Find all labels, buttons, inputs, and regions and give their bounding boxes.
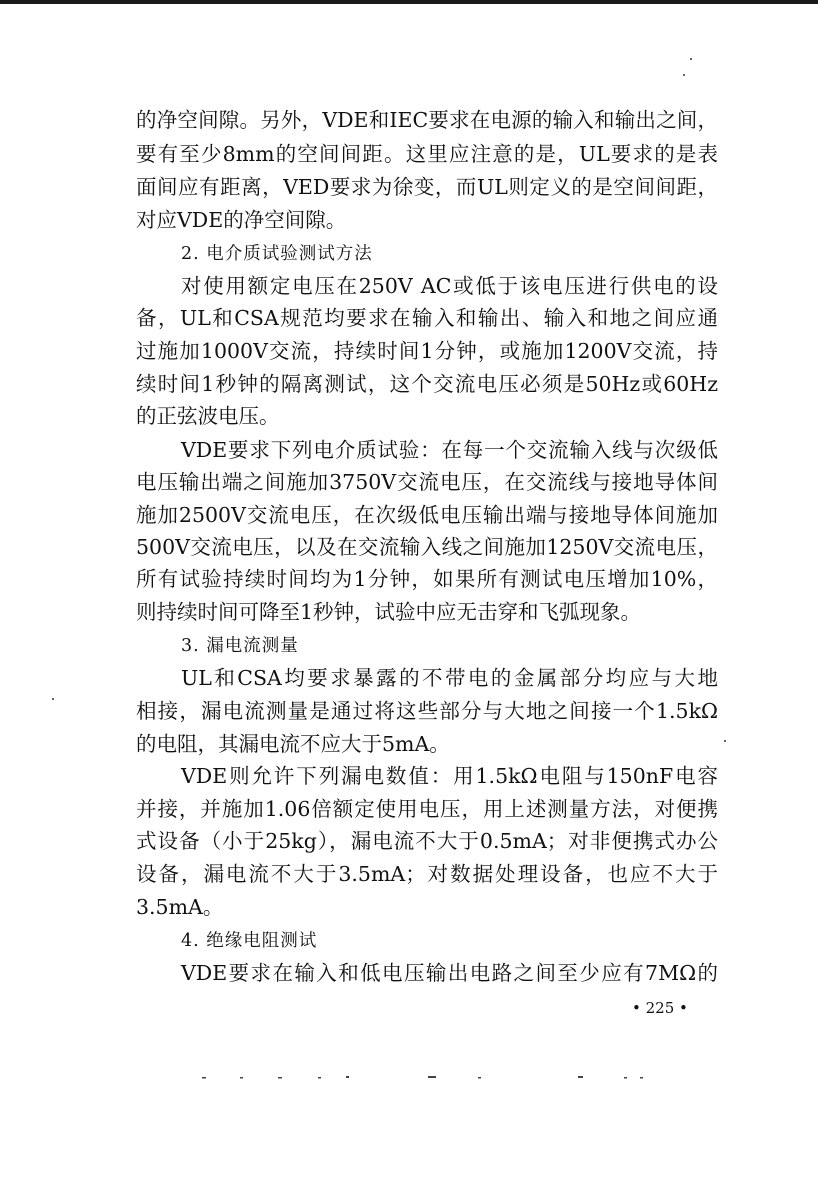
- text-line: VDE要求在输入和低电压输出电路之间至少应有7MΩ的: [181, 961, 718, 985]
- scan-speck: [690, 58, 692, 60]
- text-line: 的正弦波电压。: [136, 404, 280, 428]
- scan-speck: [52, 698, 54, 700]
- text-line: 的净空间隙。另外，VDE和IEC要求在电源的输入和输出之间，: [136, 108, 718, 132]
- text-line: 对使用额定电压在250V AC或低于该电压进行供电的设: [181, 274, 718, 298]
- section-heading: 2. 电介质试验测试方法: [181, 244, 373, 264]
- text-line: 对应VDE的净空间隙。: [136, 208, 347, 232]
- text-line: 式设备（小于25kg），漏电流不大于0.5mA；对非便携式办公: [136, 829, 718, 853]
- text-line: 相接，漏电流测量是通过将这些部分与大地之间接一个1.5kΩ: [136, 699, 718, 723]
- scan-noise: [200, 1072, 660, 1082]
- page-number: • 225 •: [632, 999, 688, 1017]
- text-line: 3.5mA。: [136, 895, 224, 919]
- text-line: 所有试验持续时间均为1分钟，如果所有测试电压增加10%，: [136, 567, 718, 591]
- text-line: 并接，并施加1.06倍额定使用电压，用上述测量方法，对便携: [136, 797, 718, 821]
- top-border: [0, 0, 818, 4]
- scan-speck: [683, 74, 685, 76]
- section-heading: 4. 绝缘电阻测试: [181, 931, 318, 951]
- text-line: 设备，漏电流不大于3.5mA；对数据处理设备，也应不大于: [136, 862, 718, 886]
- text-line: VDE要求下列电介质试验：在每一个交流输入线与次级低: [181, 438, 718, 462]
- section-heading: 3. 漏电流测量: [181, 636, 299, 656]
- text-line: 面间应有距离，VED要求为徐变，而UL则定义的是空间间距，: [136, 175, 718, 199]
- text-line: 备，UL和CSA规范均要求在输入和输出、输入和地之间应通: [136, 306, 718, 330]
- text-line: 电压输出端之间施加3750V交流电压，在交流线与接地导体间: [136, 470, 718, 494]
- scan-speck: [724, 740, 726, 742]
- text-line: 过施加1000V交流，持续时间1分钟，或施加1200V交流，持: [136, 339, 718, 363]
- text-line: VDE则允许下列漏电数值：用1.5kΩ电阻与150nF电容: [181, 764, 718, 788]
- text-line: 的电阻，其漏电流不应大于5mA。: [136, 732, 450, 756]
- text-line: 要有至少8mm的空间间距。这里应注意的是，UL要求的是表: [136, 142, 718, 166]
- text-line: 则持续时间可降至1秒钟，试验中应无击穿和飞弧现象。: [136, 600, 642, 624]
- text-line: 续时间1秒钟的隔离测试，这个交流电压必须是50Hz或60Hz: [136, 372, 718, 396]
- text-line: UL和CSA均要求暴露的不带电的金属部分均应与大地: [181, 666, 718, 690]
- text-line: 500V交流电压，以及在交流输入线之间施加1250V交流电压，: [136, 535, 718, 559]
- text-line: 施加2500V交流电压，在次级低电压输出端与接地导体间施加: [136, 503, 718, 527]
